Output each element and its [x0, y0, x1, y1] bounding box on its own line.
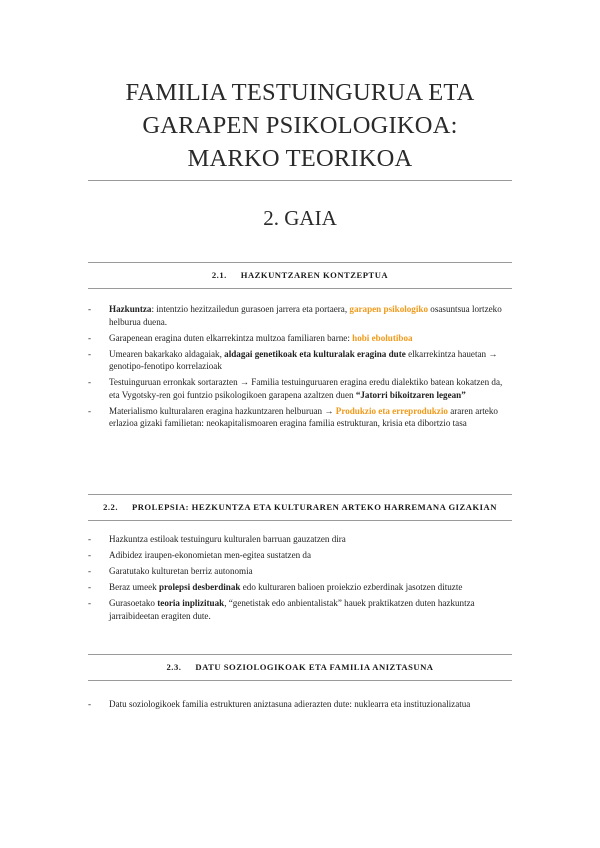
title-divider	[88, 180, 512, 181]
section-rule-bottom	[88, 288, 512, 289]
chapter-heading: 2. GAIA	[263, 206, 337, 230]
section-title: PROLEPSIA: HEZKUNTZA ETA KULTURAREN ARTEKO HARREMANA GIZAKIAN	[131, 502, 497, 512]
section-rule-bottom	[88, 680, 512, 681]
list-item: - Adibidez iraupen-ekonomietan men-egitea sustatzen da	[88, 549, 312, 560]
list-item: - Umearen bakarkako aldagaiak, aldagai genetikoak eta kulturalak eragina dute elkarrekintza hauetan → genotipo-fenotipo korrelazioak	[88, 348, 498, 372]
title-line: GARAPEN PSIKOLOGIKOA:	[142, 112, 458, 139]
list-item: - Gurasoetako teoria inplizituak, “genetistak edo anbientalistak” hauek praktikatzen duten hazkuntza jarraibideetan eragiten dute.	[88, 597, 475, 621]
section-2-2-list	[88, 533, 512, 626]
document-title	[88, 76, 512, 175]
section-number: 2.3.	[166, 662, 182, 672]
section-rule-top	[88, 262, 512, 263]
section-title: DATU SOZIOLOGIKOAK ETA FAMILIA ANIZTASUNA	[195, 662, 434, 672]
section-rule-top	[88, 654, 512, 655]
list-item: - Hazkuntza: intentzio hezitzailedun gurasoen jarrera eta portaera, garapen psikologiko osasuntsua lortzeko helburua duena.	[88, 304, 502, 327]
section-heading-2-3	[88, 662, 512, 672]
list-item: - Garapenean eragina duten elkarrekintza multzoa familiaren barne: hobi ebolutiboa	[88, 332, 413, 343]
section-2-3-list	[88, 698, 512, 714]
section-number: 2.2.	[103, 502, 118, 512]
section-rule-bottom	[88, 520, 512, 521]
list-item: - Materialismo kulturalaren eragina hazkuntzaren helburuan → Produkzio eta erreprodukzio araren arteko erlazioa gizaki familietan: neokapitalismoaren eragina familia estrukturan, krisia eta dibortzio tasa	[88, 405, 498, 429]
section-heading-2-1	[88, 270, 512, 280]
section-rule-top	[88, 494, 512, 495]
section-number: 2.1.	[211, 270, 227, 280]
title-line: FAMILIA TESTUINGURUA ETA	[125, 79, 475, 106]
list-item: - Hazkuntza estiloak testuinguru kulturalen barruan gauzatzen dira	[88, 534, 346, 544]
title-line: MARKO TEORIKOA	[187, 145, 413, 172]
section-heading-2-2	[88, 502, 512, 512]
section-title: HAZKUNTZAREN KONTZEPTUA	[240, 270, 389, 280]
list-item: - Testuinguruan erronkak sortarazten → Familia testuinguruaren eragina eredu dialektiko batean kokatzen da, eta Vygotsky-ren goi funtzio psikologikoen garapena azaltzen duen “Jatorri bikoitzaren legean”	[88, 377, 503, 400]
list-item: - Datu soziologikoek familia estrukturen aniztasuna adierazten dute: nuklearra eta instituzionalizatua	[88, 699, 471, 709]
list-item: - Garatutako kulturetan berriz autonomia	[88, 565, 253, 576]
list-item: - Beraz umeek prolepsi desberdinak edo kulturaren balioen proiekzio ezberdinak jasotzen dituzte	[88, 581, 463, 592]
section-2-1-list	[88, 303, 512, 433]
